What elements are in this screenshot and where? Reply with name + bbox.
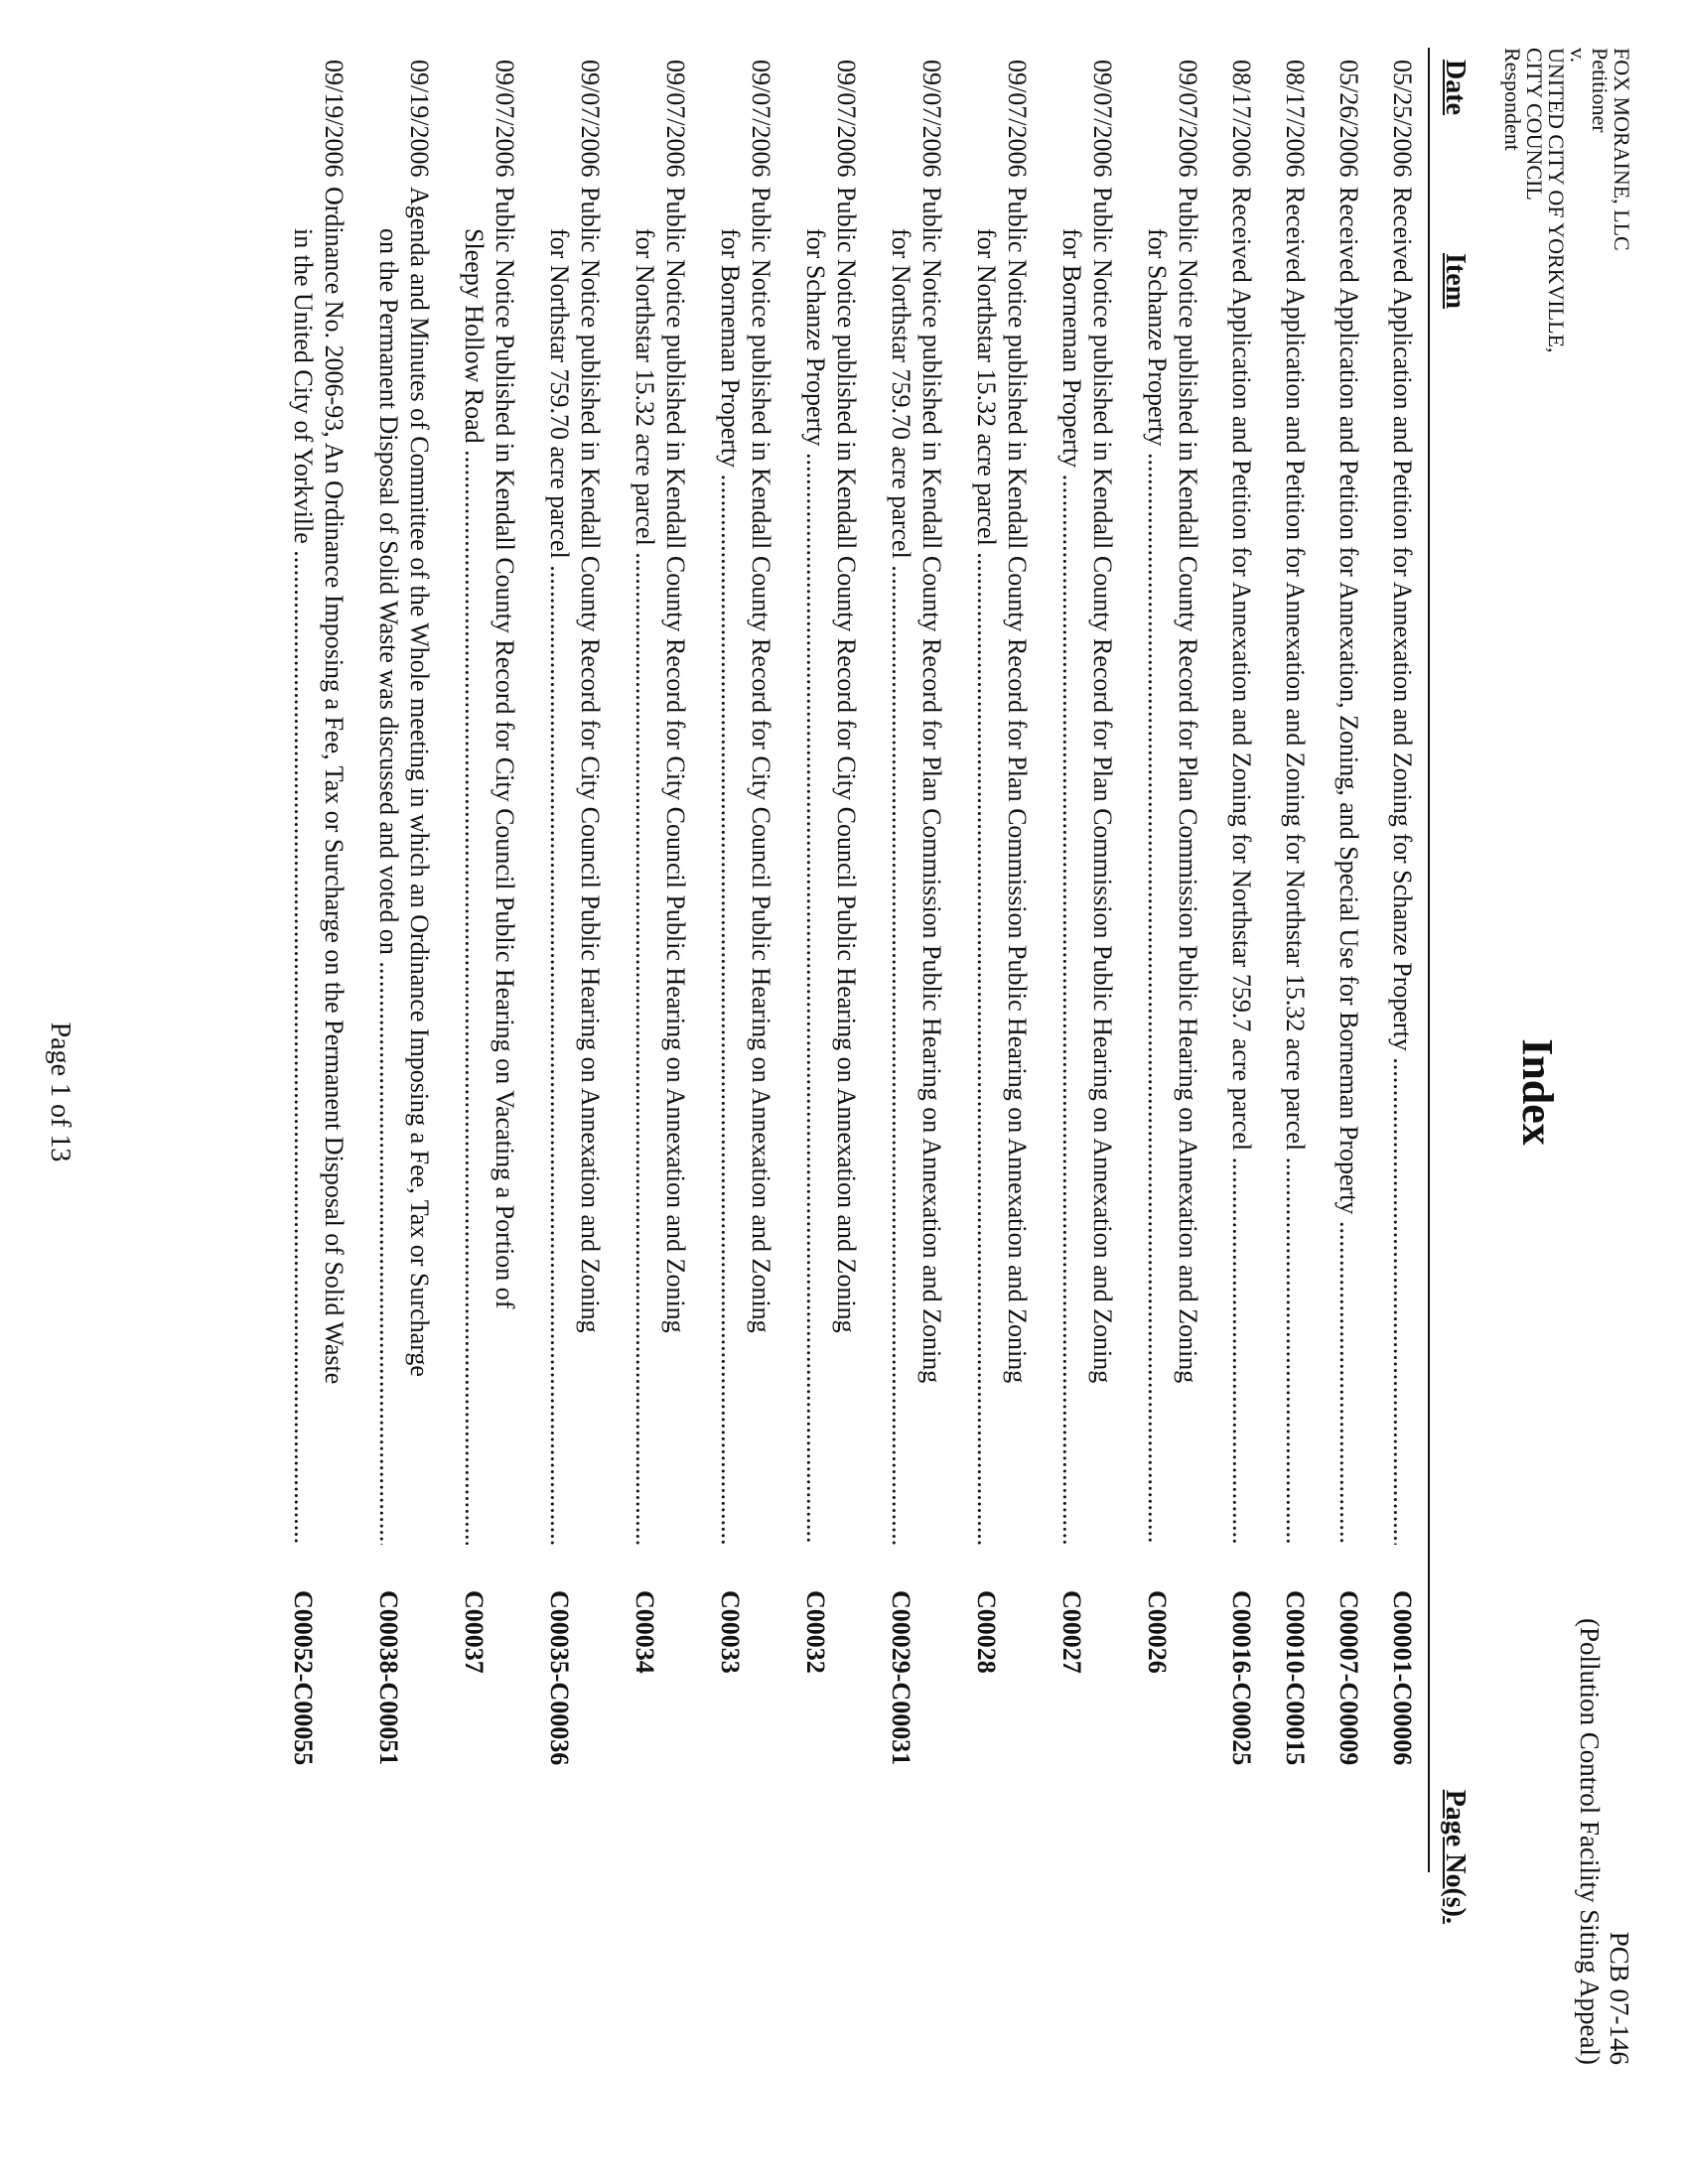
table-row [350,60,435,1876]
row-pages: C00027 [1057,1590,1086,1674]
row-date: 09/07/2006 [917,60,946,178]
row-pages: C00010-C00015 [1281,1590,1310,1766]
respondent-line1: UNITED CITY OF YORKVILLE, [1544,48,1569,353]
row-date: 09/19/2006 [405,60,434,178]
row-item [1142,187,1203,1545]
row-item-line2: for Schanze Property ..... [1142,187,1173,1545]
case-info [1575,1618,1634,2065]
row-item-line1: Public Notice published in Kendall County Record for Plan Commission Public Hearing on Annexation and Zoning [1174,187,1202,1384]
row-date: 09/07/2006 [1174,60,1202,178]
table-row [1364,60,1418,1876]
row-date: 09/07/2006 [832,60,861,178]
table-row [947,60,1033,1876]
row-pages: C00028 [972,1590,1001,1674]
row-pages: C00035-C00036 [545,1590,574,1766]
table-row [520,60,606,1876]
row-item [288,187,350,1545]
row-item [1056,187,1118,1545]
row-date: 09/07/2006 [1088,60,1117,178]
row-item [459,187,520,1545]
table-row [776,60,862,1876]
row-item [544,187,606,1545]
table-row [1257,60,1311,1876]
row-date: 08/17/2006 [1227,60,1256,178]
row-item-line1: Received Application and Petition for Annexation and Zoning for Northstar 15.32 acre parcel ..... [1280,187,1311,1545]
row-item-line1: Public Notice published in Kendall County Record for City Council Public Hearing on Annexation and Zoning [747,187,775,1333]
row-item [373,187,435,1545]
column-header-date: Date [1440,60,1471,115]
table-row [264,60,350,1876]
versus: v. [1566,48,1591,64]
table-row [691,60,776,1876]
row-date: 09/19/2006 [320,60,349,178]
row-item-line1: Received Application and Petition for Annexation and Zoning for Schanze Property ..... [1387,187,1418,1545]
row-item [1280,187,1311,1545]
page-title: Index [1513,1038,1562,1146]
row-item-line1: Public Notice published in Kendall County Record for City Council Public Hearing on Annexation and Zoning [661,187,690,1333]
row-item-line1: Received Application and Petition for Annexation and Zoning for Northstar 759.7 acre parcel ..... [1226,187,1257,1545]
row-item-line1: Public Notice published in Kendall County Record for Plan Commission Public Hearing on Annexation and Zoning [1088,187,1117,1384]
page-footer: Page 1 of 13 [45,1022,75,1162]
row-item [1387,187,1418,1545]
column-header-pages: Page No(s). [1440,1789,1471,1924]
row-date: 08/17/2006 [1281,60,1310,178]
row-pages: C00016-C00025 [1227,1590,1256,1766]
row-item-line2: for Northstar 759.70 acre parcel ..... [886,187,916,1545]
row-item-line1: Public Notice published in Kendall County Record for City Council Public Hearing on Annexation and Zoning [832,187,861,1333]
row-item-line1: Ordinance No. 2006-93, An Ordinance Imposing a Fee, Tax or Surcharge on the Permanent Disposal of Solid Waste [320,187,349,1385]
row-pages: C00007-C00009 [1334,1590,1363,1766]
row-item-line2: Sleepy Hollow Road ..... [459,187,490,1545]
row-pages: C00038-C00051 [374,1590,403,1766]
row-item-line1: Received Application and Petition for Annexation, Zoning, and Special Use for Borneman Property ..... [1333,187,1364,1545]
table-row [1311,60,1364,1876]
row-item-line1: Public Notice published in Kendall County Record for City Council Public Hearing on Annexation and Zoning [576,187,605,1333]
table-row [606,60,691,1876]
row-item [715,187,776,1545]
row-item [1226,187,1257,1545]
index-table [264,60,1418,1876]
row-pages: C00029-C00031 [887,1590,915,1766]
row-item-line2: on the Permanent Disposal of Solid Waste was discussed and voted on ..... [373,187,404,1545]
table-row [1033,60,1118,1876]
row-pages: C00032 [801,1590,830,1674]
row-item [800,187,862,1545]
row-item-line2: for Northstar 15.32 acre parcel ..... [971,187,1002,1545]
table-row [1118,60,1203,1876]
row-item-line1: Public Notice Published in Kendall County Record for City Council Public Hearing on Vacating a Portion of [491,187,519,1309]
respondent-line2: CITY COUNCIL [1522,48,1547,201]
row-item [971,187,1033,1545]
row-item-line2: for Borneman Property ..... [1056,187,1087,1545]
row-item-line1: Public Notice published in Kendall County Record for Plan Commission Public Hearing on Annexation and Zoning [1003,187,1032,1384]
row-date: 09/07/2006 [747,60,775,178]
case-type: (Pollution Control Facility Siting Appeal) [1575,1618,1605,2065]
column-header-item: Item [1440,253,1471,309]
row-item-line2: for Northstar 759.70 acre parcel ..... [544,187,575,1545]
row-date: 09/07/2006 [1003,60,1032,178]
row-pages: C00037 [460,1590,489,1674]
row-date: 09/07/2006 [491,60,519,178]
respondent-label: Respondent [1500,48,1525,151]
table-row [1203,60,1257,1876]
row-pages: C00052-C00055 [289,1590,318,1766]
petitioner-label: Petitioner [1588,48,1613,133]
row-pages: C00001-C00006 [1388,1590,1417,1766]
table-row [862,60,947,1876]
row-date: 09/07/2006 [661,60,690,178]
row-pages: C00034 [631,1590,659,1674]
table-row [435,60,520,1876]
row-item-line2: in the United City of Yorkville ..... [288,187,319,1545]
row-item-line1: Agenda and Minutes of Committee of the Whole meeting in which an Ordinance Imposing a Fee, Tax or Surcharge [405,187,434,1377]
row-date: 05/25/2006 [1388,60,1417,178]
row-item [630,187,691,1545]
row-pages: C00026 [1143,1590,1172,1674]
row-date: 05/26/2006 [1334,60,1363,178]
row-item-line2: for Schanze Property ..... [800,187,831,1545]
row-pages: C00033 [716,1590,745,1674]
row-date: 09/07/2006 [576,60,605,178]
petitioner-name: FOX MORAINE, LLC [1610,48,1634,251]
row-item-line1: Public Notice published in Kendall County Record for Plan Commission Public Hearing on Annexation and Zoning [917,187,946,1384]
row-item-line2: for Borneman Property ..... [715,187,746,1545]
row-item [1333,187,1364,1545]
header-rule [1428,48,1430,1872]
case-number: PCB 07-146 [1605,1931,1634,2065]
row-item [886,187,947,1545]
row-item-line2: for Northstar 15.32 acre parcel ..... [630,187,660,1545]
